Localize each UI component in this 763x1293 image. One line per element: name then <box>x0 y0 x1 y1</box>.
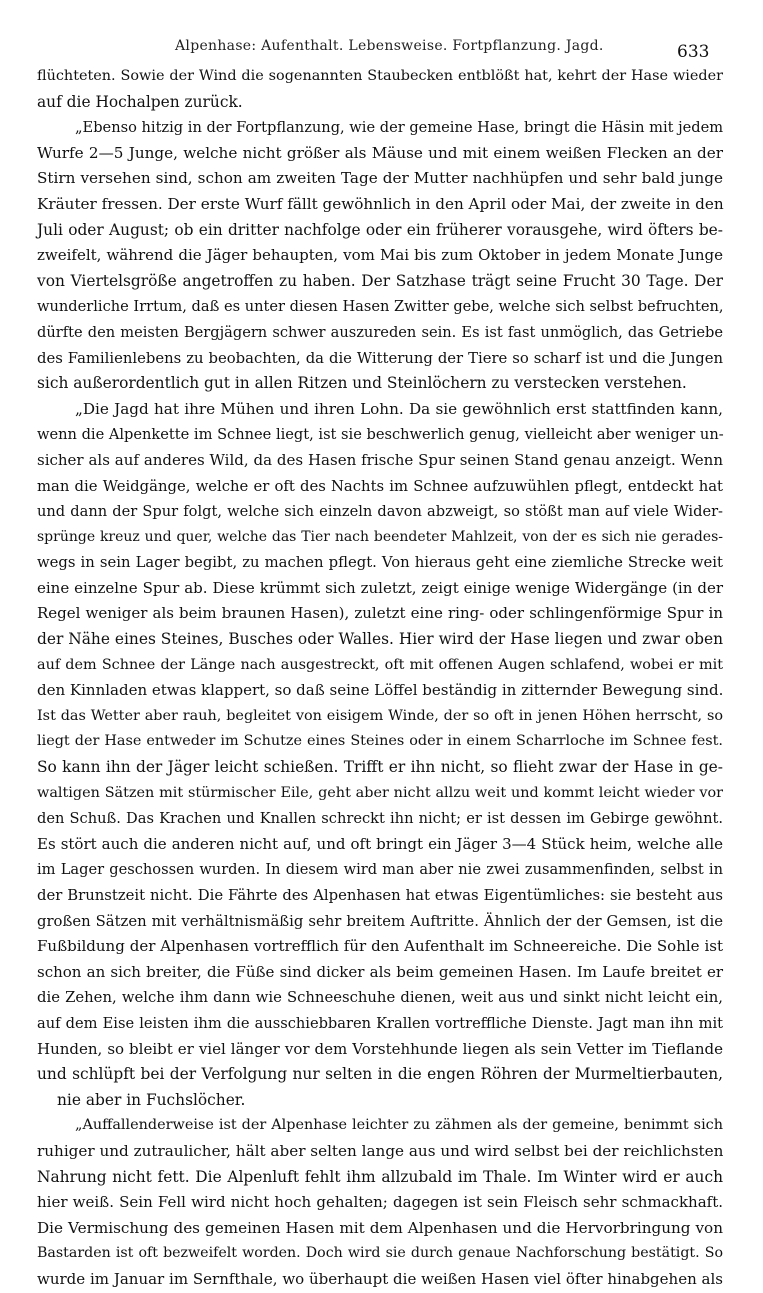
running-head: Alpenhase: Aufenthalt. Lebensweise. Fortpflanzung. Jagd. <box>175 38 604 54</box>
text-line: eine einzelne Spur ab. Diese krümmt sich zuletzt, zeigt einige wenige Widergänge (in der <box>37 578 723 597</box>
text-line: man die Weidgänge, welche er oft des Nachts im Schnee aufzuwühlen pflegt, entdeckt hat <box>37 477 723 495</box>
text-line: Juli oder August; ob ein dritter nachfolge oder ein früherer vorausgehe, wird öfters be- <box>37 220 723 239</box>
text-line: hier weiß. Sein Fell wird nicht hoch gehalten; dagegen ist sein Fleisch sehr schmackhaft. <box>37 1193 723 1212</box>
text-line: „Ebenso hitzig in der Fortpflanzung, wie der gemeine Hase, bringt die Häsin mit jedem <box>75 119 724 137</box>
text-line: von Viertelsgröße angetroffen zu haben. Der Satzhase trägt seine Frucht 30 Tage. Der <box>37 271 723 290</box>
text-line: Es stört auch die anderen nicht auf, und oft bringt ein Jäger 3—4 Stück heim, welche alle <box>37 834 723 853</box>
text-line: flüchteten. Sowie der Wind die sogenannten Staubecken entblößt hat, kehrt der Hase wieder <box>37 68 723 84</box>
text-line: nie aber in Fuchslöcher. <box>57 1090 246 1109</box>
text-line: sich außerordentlich gut in allen Ritzen und Steinlöchern zu verstecken verstehen. <box>37 374 687 393</box>
text-line: Die Vermischung des gemeinen Hasen mit dem Alpenhasen und die Hervorbringung von <box>37 1218 723 1237</box>
text-line: auf dem Schnee der Länge nach ausgestreckt, oft mit offenen Augen schlafend, wobei er mit <box>37 656 723 673</box>
text-line: der Brunstzeit nicht. Die Fährte des Alpenhasen hat etwas Eigentümliches: sie besteht aus <box>37 887 723 904</box>
text-line: Ist das Wetter aber rauh, begleitet von eisigem Winde, der so oft in jenen Höhen herrscht, so <box>37 707 723 724</box>
text-line: waltigen Sätzen mit stürmischer Eile, geht aber nicht allzu weit und kommt leicht wieder vor <box>37 784 723 801</box>
text-line: auf dem Eise leisten ihm die ausschiebbaren Krallen vortreffliche Dienste. Jagt man ihn mit <box>37 1014 723 1032</box>
text-line: wenn die Alpenkette im Schnee liegt, ist sie beschwerlich genug, vielleicht aber weniger un- <box>37 426 724 444</box>
text-line: Wurfe 2—5 Junge, welche nicht größer als Mäuse und mit einem weißen Flecken an der <box>37 143 723 162</box>
body-text <box>37 64 723 1293</box>
text-line: der Nähe eines Steines, Busches oder Walles. Hier wird der Hase liegen und zwar oben <box>37 630 723 649</box>
text-line: Stirn versehen sind, schon am zweiten Tage der Mutter nachhüpfen und sehr bald junge <box>37 169 723 188</box>
text-line: des Familienlebens zu beobachten, da die Witterung der Tiere so scharf ist und die Jungen <box>37 349 723 367</box>
text-line: im Lager geschossen wurden. In diesem wird man aber nie zwei zusammenfinden, selbst in <box>37 861 723 879</box>
text-line: auf die Hochalpen zurück. <box>37 92 243 111</box>
text-line: dürfte den meisten Bergjägern schwer auszureden sein. Es ist fast unmöglich, das Getriebe <box>37 323 723 341</box>
text-line: den Kinnladen etwas klappert, so daß seine Löffel beständig in zitternder Bewegung sind. <box>37 681 724 700</box>
text-line: „Die Jagd hat ihre Mühen und ihren Lohn. Da sie gewöhnlich erst stattfinden kann, <box>75 399 723 418</box>
text-line: So kann ihn der Jäger leicht schießen. Trifft er ihn nicht, so flieht zwar der Hase in ge- <box>37 758 723 777</box>
text-line: sprünge kreuz und quer, welche das Tier nach beendeter Mahlzeit, von der es sich nie gerades- <box>37 528 723 545</box>
text-line: „Auffallenderweise ist der Alpenhase leichter zu zähmen als der gemeine, benimmt sich <box>75 1117 723 1134</box>
text-line: zweifelt, während die Jäger behaupten, vom Mai bis zum Oktober in jedem Monate Junge <box>37 246 723 265</box>
text-line: Kräuter fressen. Der erste Wurf fällt gewöhnlich in den April oder Mai, der zweite in den <box>37 194 724 213</box>
text-line: Nahrung nicht fett. Die Alpenluft fehlt ihm allzubald im Thale. Im Winter wird er auch <box>37 1167 723 1186</box>
text-line: den Schuß. Das Krachen und Knallen schreckt ihn nicht; er ist dessen im Gebirge gewöhnt. <box>37 810 723 828</box>
text-line: und dann der Spur folgt, welche sich einzeln davon abzweigt, so stößt man auf viele Wider- <box>37 503 723 521</box>
text-line: die Zehen, welche ihm dann wie Schneeschuhe dienen, weit aus und sinkt nicht leicht ein, <box>37 989 723 1007</box>
text-line: großen Sätzen mit verhältnismäßig sehr breitem Auftritte. Ähnlich der der Gemsen, ist die <box>37 912 723 930</box>
text-line: wunderliche Irrtum, daß es unter diesen Hasen Zwitter gebe, welche sich selbst befruchten, <box>37 298 724 316</box>
text-line: wegs in sein Lager begibt, zu machen pflegt. Von hieraus geht eine ziemliche Strecke weit <box>37 554 723 572</box>
text-line: wurde im Januar im Sernfthale, wo überhaupt die weißen Hasen viel öfter hinabgehen als <box>37 1269 723 1288</box>
text-line: Regel weniger als beim braunen Hasen), zuletzt eine ring- oder schlingenförmige Spur in <box>37 604 723 623</box>
text-line: ruhiger und zutraulicher, hält aber selten lange aus und wird selbst bei der reichlichsten <box>37 1141 724 1160</box>
page-number: 633 <box>677 42 710 62</box>
text-line: Hunden, so bleibt er viel länger vor dem Vorstehhunde liegen als sein Vetter im Tieflande <box>37 1039 723 1058</box>
text-line: schon an sich breiter, die Füße sind dicker als beim gemeinen Hasen. Im Laufe breitet er <box>37 962 723 981</box>
text-line: und schlüpft bei der Verfolgung nur selten in die engen Röhren der Murmeltierbauten, <box>37 1065 723 1084</box>
text-line: Bastarden ist oft bezweifelt worden. Doch wird sie durch genaue Nachforschung bestätigt. So <box>37 1245 723 1262</box>
text-line: liegt der Hase entweder im Schutze eines Steines oder in einem Scharrloche im Schnee fest. <box>37 733 723 750</box>
text-line: sicher als auf anderes Wild, da des Hasen frische Spur seinen Stand genau anzeigt. Wenn <box>37 450 723 469</box>
text-line: Fußbildung der Alpenhasen vortrefflich für den Aufenthalt im Schneereiche. Die Sohle ist <box>37 937 723 956</box>
